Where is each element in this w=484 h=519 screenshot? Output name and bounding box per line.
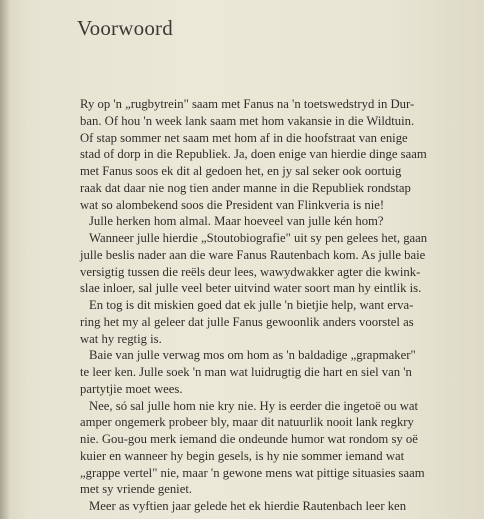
text-line: En tog is dit miskien goed dat ek julle 'n bietjie help, want erva- xyxy=(89,298,414,312)
text-line: stad of dorp in die Republiek. Ja, doen enige van hierdie dinge saam xyxy=(80,147,427,162)
page-gutter-shadow xyxy=(0,0,10,519)
text-line: slae inloer, sal julle veel beter uitvind water soort man hy eintlik is. xyxy=(80,281,422,296)
text-line: ban. Of hou 'n week lank saam met hom vakansie in die Wildtuin. xyxy=(80,113,415,128)
text-line: partytjie moet wees. xyxy=(80,381,183,396)
text-line: ring het my al geleer dat julle Fanus gewoonlik anders voorstel as xyxy=(80,314,414,329)
text-line: Baie van julle verwag mos om hom as 'n baldadige „grapmaker" xyxy=(89,348,416,363)
text-line: julle beslis nader aan die ware Fanus Rautenbach kom. As julle baie xyxy=(80,247,426,262)
text-line: Of stap sommer net saam met hom af in die hoofstraat van enige xyxy=(80,130,408,145)
text-line: Ry op 'n „rugbytrein" saam met Fanus na 'n toetswedstryd in Dur- xyxy=(80,97,415,111)
text-line: amper ongemerk probeer bly, maar dit natuurlik nooit lank regkry xyxy=(80,415,414,430)
text-line: met sy vriende geniet. xyxy=(80,482,193,497)
text-line: nie. Gou-gou merk iemand die ondeunde humor wat rondom sy oë xyxy=(80,432,418,446)
body-text xyxy=(80,96,480,515)
text-line: Wanneer julle hierdie „Stoutobiografie" uit sy pen gelees het, gaan xyxy=(89,231,428,245)
text-line: versigtig tussen die reëls deur lees, wawydwakker agter die kwink- xyxy=(80,264,421,279)
text-line: Nee, só sal julle hom nie kry nie. Hy is eerder die ingetoë ou wat xyxy=(89,398,419,413)
page-heading: Voorwoord xyxy=(77,16,173,40)
text-line: Meer as vyftien jaar gelede het ek hierdie Rautenbach leer ken xyxy=(89,499,407,513)
text-line: „grappe vertel" nie, maar 'n gewone mens wat pittige situasies saam xyxy=(80,465,425,480)
text-line: raak dat daar nie nog tien ander manne in die Republiek rondstap xyxy=(80,180,411,195)
text-line: te leer ken. Julle soek 'n man wat luidrugtig die hart en siel van 'n xyxy=(80,365,412,379)
text-line: Julle herken hom almal. Maar hoeveel van julle kén hom? xyxy=(89,214,384,229)
text-line: met Fanus soos ek dit al gedoen het, en jy sal seker ook oortuig xyxy=(80,164,402,178)
text-line: wat hy regtig is. xyxy=(80,331,162,346)
text-line: wat so alombekend soos die President van Flinkveria is nie! xyxy=(80,197,385,212)
text-line: kuier en wanneer hy begin gesels, is hy nie sommer iemand wat xyxy=(80,448,405,463)
